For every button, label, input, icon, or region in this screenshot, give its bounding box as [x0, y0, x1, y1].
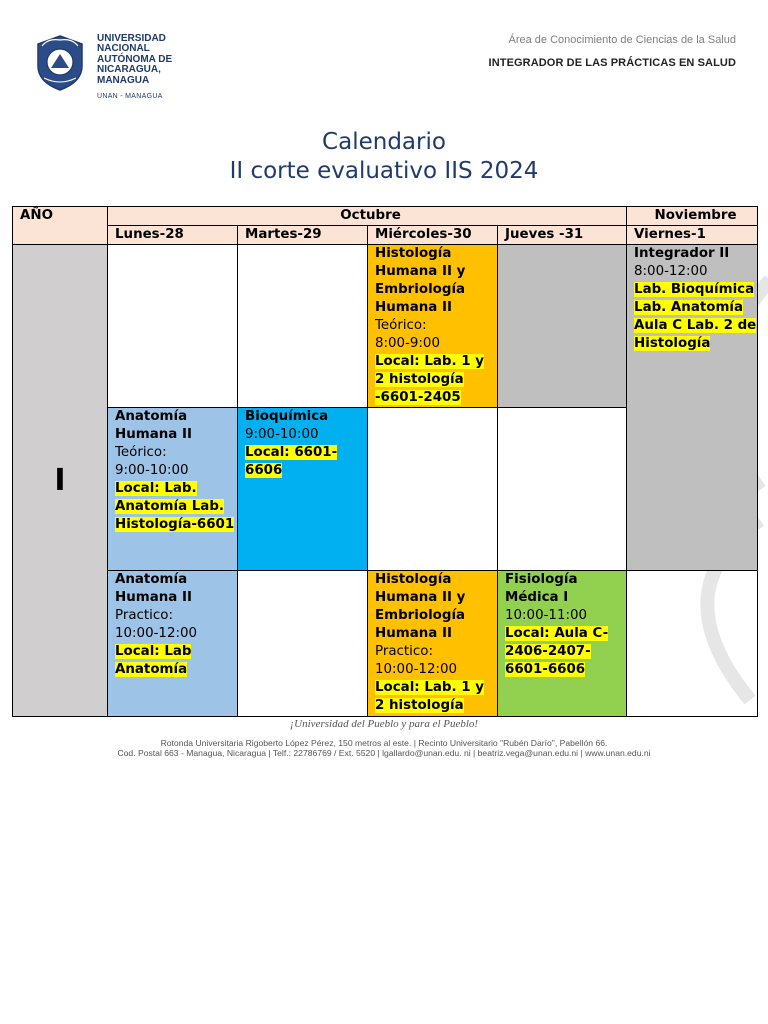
day-header-tuesday: Martes-29 — [238, 226, 368, 245]
subject-line: Humana II — [375, 300, 452, 315]
university-name-line: AUTÓNOMA DE — [97, 53, 173, 65]
subject-line: Integrador II — [634, 246, 730, 261]
schedule-cell-anatomy-theory — [108, 408, 238, 571]
schedule-cell-empty — [238, 245, 368, 408]
schedule-cell-physiology — [498, 571, 627, 717]
subject-line: Histología — [375, 572, 452, 587]
schedule-cell-empty — [498, 408, 627, 571]
day-header-friday: Viernes-1 — [627, 226, 758, 245]
class-time: 8:00-12:00 — [634, 264, 708, 279]
class-location: Local: Lab Anatomía — [115, 644, 192, 677]
schedule-cell-anatomy-practice — [108, 571, 238, 717]
subject-line: Embriología — [375, 282, 466, 297]
page-title: Calendario — [322, 129, 446, 155]
subject-line: Anatomía — [115, 572, 188, 587]
schedule-cell-empty — [498, 245, 627, 408]
day-header-monday: Lunes-28 — [108, 226, 238, 245]
year-cell: I — [13, 245, 108, 717]
schedule-cell-histology-practice — [368, 571, 498, 717]
class-type: Practico: — [375, 644, 433, 659]
class-location: Local: 6601-6606 — [245, 445, 338, 478]
day-header-wednesday: Miércoles-30 — [368, 226, 498, 245]
schedule-cell-empty — [627, 571, 758, 717]
subject-line: Humana II y — [375, 264, 466, 279]
class-time: 8:00-9:00 — [375, 336, 440, 351]
subject-line: Embriología — [375, 608, 466, 623]
month-header-october: Octubre — [108, 207, 627, 226]
university-seal-icon — [32, 34, 88, 92]
class-time: 9:00-10:00 — [115, 463, 189, 478]
class-type: Teórico: — [115, 445, 167, 460]
page-subtitle: II corte evaluativo IIS 2024 — [229, 158, 539, 184]
class-time: 10:00-11:00 — [505, 608, 588, 623]
letterhead — [0, 0, 768, 110]
class-location: Local: Lab. 1 y 2 histología — [375, 680, 484, 713]
subject-line: Humana II — [115, 427, 192, 442]
class-type: Practico: — [115, 608, 173, 623]
schedule-cell-empty — [238, 571, 368, 717]
subject-line: Médica I — [505, 590, 569, 605]
subject-line: Histología — [375, 246, 452, 261]
schedule-cell-empty — [108, 245, 238, 408]
footer-contact: Cod. Postal 663 - Managua, Nicaragua | Telf.: 22786769 / Ext. 5520 | lgallardo@unan.edu. ni | beatriz.vega@unan.edu.ni | www.unan.edu.ni — [117, 748, 651, 758]
subject-line: Humana II — [375, 626, 452, 641]
class-location: Local: Lab. Anatomía Lab. Histología-6601 — [115, 481, 235, 532]
day-header-thursday: Jueves -31 — [498, 226, 627, 245]
calendar-table — [12, 206, 758, 717]
schedule-cell-biochemistry — [238, 408, 368, 571]
schedule-cell-histology-theory — [368, 245, 498, 408]
university-name-line: UNIVERSIDAD — [97, 33, 166, 44]
class-location: Local: Lab. 1 y 2 histología -6601-2405 — [375, 354, 484, 405]
university-abbreviation: UNAN - MANAGUA — [97, 93, 163, 100]
class-time: 9:00-10:00 — [245, 427, 319, 442]
university-name — [97, 34, 172, 86]
footer-motto: ¡Universidad del Pueblo y para el Pueblo! — [289, 718, 479, 730]
class-time: 10:00-12:00 — [115, 626, 198, 641]
class-location: Lab. Bioquímica Lab. Anatomía Aula C Lab. 2 de Histología — [634, 282, 757, 351]
knowledge-area: Área de Conocimiento de Ciencias de la Salud — [508, 34, 736, 46]
university-name-line: NICARAGUA, — [97, 64, 161, 76]
schedule-cell-empty — [368, 408, 498, 571]
schedule-cell-integrator — [627, 245, 758, 571]
subject-line: Humana II y — [375, 590, 466, 605]
class-location: Local: Aula C-2406-2407-6601-6606 — [505, 626, 609, 677]
subject-line: Humana II — [115, 590, 192, 605]
university-name-line: NACIONAL — [97, 43, 150, 55]
month-header-november: Noviembre — [627, 207, 758, 226]
footer-address: Rotonda Universitaria Rigoberto López Pérez, 150 metros al este. | Recinto Universitario "Rubén Darío", Pabellón 66. — [160, 738, 608, 748]
university-name-line: MANAGUA — [97, 74, 150, 86]
class-type: Teórico: — [375, 318, 427, 333]
subject-line: Anatomía — [115, 409, 188, 424]
class-time: 10:00-12:00 — [375, 662, 458, 677]
subject-line: Fisiología — [505, 572, 578, 587]
year-header: AÑO — [13, 207, 108, 245]
subject-line: Bioquímica — [245, 409, 329, 424]
integrator-heading: INTEGRADOR DE LAS PRÁCTICAS EN SALUD — [488, 57, 736, 69]
